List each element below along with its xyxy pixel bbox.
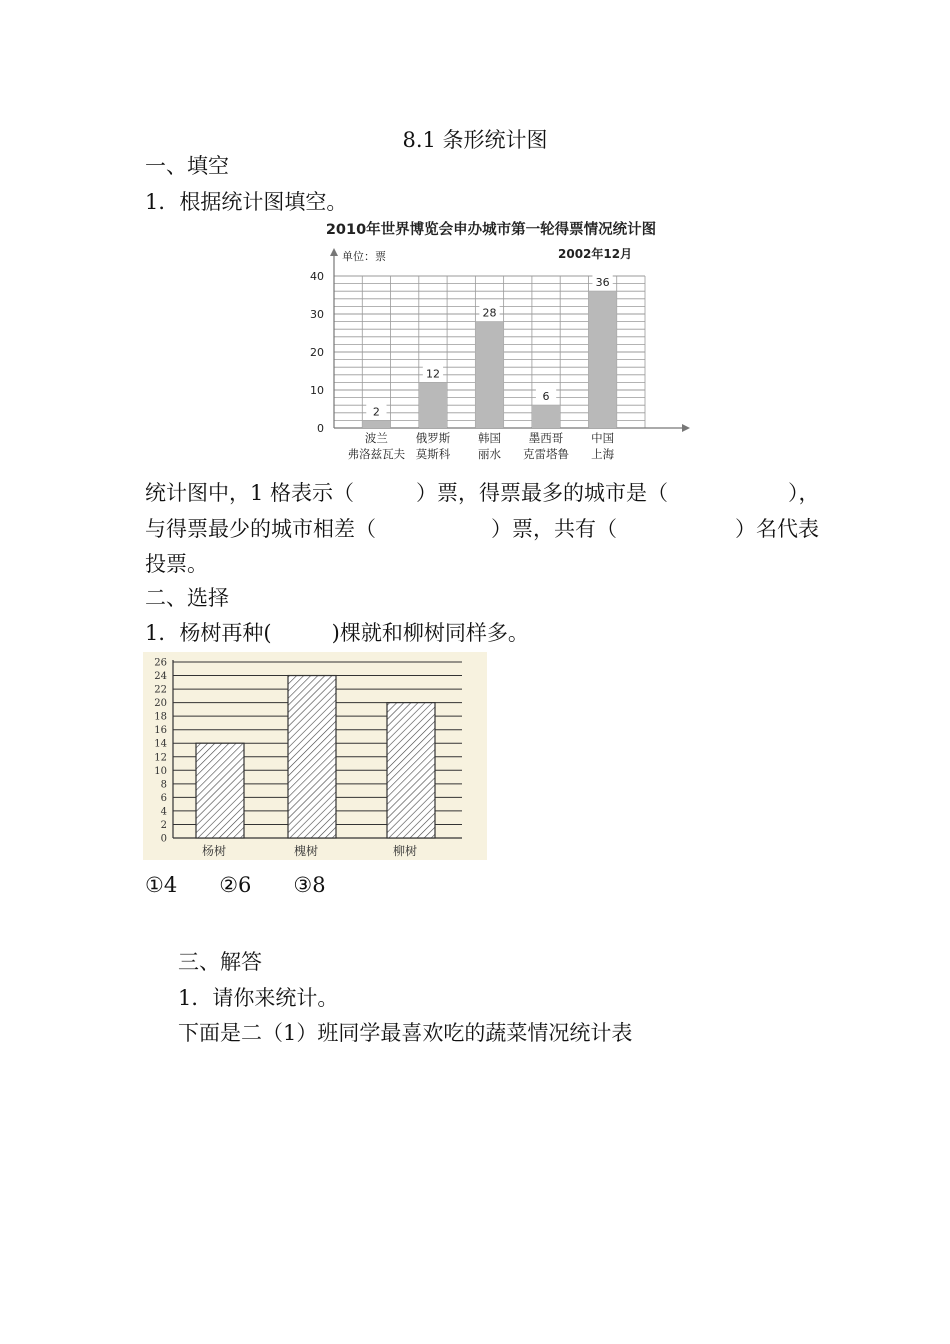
- trees-bar-chart: [143, 652, 487, 860]
- chart1-value-label: 12: [425, 367, 440, 381]
- chart2-y-tick-label: 24: [154, 671, 167, 683]
- chart2-category-label: 槐树: [293, 844, 319, 858]
- chart2-bar: [288, 676, 336, 838]
- chart2-y-tick-label: 4: [160, 806, 167, 818]
- chart2-y-tick-label: 26: [154, 657, 167, 669]
- fill-line-2: [145, 513, 819, 543]
- fill-text-1b: ）票，得票最多的城市是（: [416, 481, 669, 505]
- chart2-bar: [196, 743, 244, 838]
- chart1-bar: [588, 291, 616, 428]
- chart1-category-sublabel: 莫斯科: [415, 447, 451, 461]
- chart2-y-tick-label: 14: [154, 738, 167, 750]
- chart1-bar: [475, 322, 503, 428]
- options-row: [145, 873, 326, 897]
- chart1-y-tick-label: 40: [310, 270, 324, 283]
- chart1-value-label: 6: [542, 390, 550, 404]
- chart2-y-tick-label: 18: [154, 711, 167, 723]
- chart1-category-sublabel: 上海: [591, 447, 615, 461]
- chart2-category-label: 杨树: [201, 844, 227, 858]
- chart1-value-label: 36: [595, 276, 610, 290]
- chart2-y-tick-label: 16: [154, 725, 167, 737]
- chart1-bar: [419, 382, 447, 428]
- chart1-y-tick-label: 10: [310, 384, 324, 397]
- fill-text-2a: 与得票最少的城市相差（: [145, 517, 376, 541]
- fill-text-2c: ）名代表: [735, 517, 819, 541]
- chart2-y-tick-label: 12: [154, 752, 167, 764]
- chart1-date-label: 2002年12月: [558, 247, 633, 261]
- chart2-y-tick-label: 8: [160, 779, 167, 791]
- chart2-y-tick-label: 0: [160, 833, 167, 845]
- chart1-y-axis-arrow: [330, 248, 338, 256]
- fill-line-3: 投票。: [145, 552, 208, 576]
- chart1-category-label: 波兰: [364, 431, 388, 445]
- section2-question1: 1．杨树再种( )棵就和柳树同样多。: [145, 621, 529, 645]
- fill-text-1c: ），: [788, 481, 820, 505]
- option-2[interactable]: ②6: [219, 873, 252, 897]
- chart2-y-tick-label: 10: [154, 765, 167, 777]
- chart2-y-tick-label: 22: [154, 684, 167, 696]
- votes-bar-chart: [290, 214, 692, 464]
- fill-text-2b: ）票，共有（: [491, 517, 617, 541]
- chart1-category-sublabel: 弗洛兹瓦夫: [347, 447, 406, 461]
- section3-description: 下面是二（1）班同学最喜欢吃的蔬菜情况统计表: [178, 1021, 633, 1045]
- chart1-y-tick-label: 30: [310, 308, 324, 321]
- chart1-category-sublabel: 克雷塔鲁: [523, 447, 570, 461]
- chart1-y-tick-label: 20: [310, 346, 324, 359]
- chart1-category-label: 墨西哥: [528, 431, 564, 445]
- chart1-category-label: 俄罗斯: [415, 431, 451, 445]
- chart1-value-label: 28: [482, 306, 497, 320]
- section3-heading: 三、解答: [178, 950, 262, 974]
- chart2-y-tick-label: 2: [160, 819, 167, 831]
- section1-heading: 一、填空: [145, 154, 229, 178]
- chart1-bar: [532, 405, 560, 428]
- chart2-y-tick-label: 6: [160, 792, 167, 804]
- option-1[interactable]: ①4: [145, 873, 178, 897]
- chart1-category-label: 中国: [591, 431, 615, 445]
- chart1-y-tick-label: 0: [317, 422, 324, 435]
- chart1-category-label: 韩国: [478, 431, 501, 445]
- section1-question1: 1．根据统计图填空。: [145, 190, 348, 214]
- chart2-bar: [387, 703, 435, 838]
- page-title: 8.1 条形统计图: [402, 128, 548, 152]
- chart1-category-sublabel: 丽水: [478, 447, 501, 461]
- chart1-title: 2010年世界博览会申办城市第一轮得票情况统计图: [325, 222, 657, 238]
- option-3[interactable]: ③8: [293, 873, 326, 897]
- section2-heading: 二、选择: [145, 586, 229, 610]
- chart1-unit-label: 单位：票: [342, 250, 386, 263]
- chart1-x-axis-arrow: [682, 424, 690, 432]
- chart2-category-label: 柳树: [392, 844, 418, 858]
- chart1-bar: [362, 420, 390, 428]
- chart1-value-label: 2: [372, 405, 380, 419]
- fill-line-1: [145, 477, 820, 507]
- chart2-y-tick-label: 20: [154, 698, 167, 710]
- fill-text-1a: 统计图中，1 格表示（: [145, 481, 355, 505]
- section3-question1: 1．请你来统计。: [178, 986, 339, 1010]
